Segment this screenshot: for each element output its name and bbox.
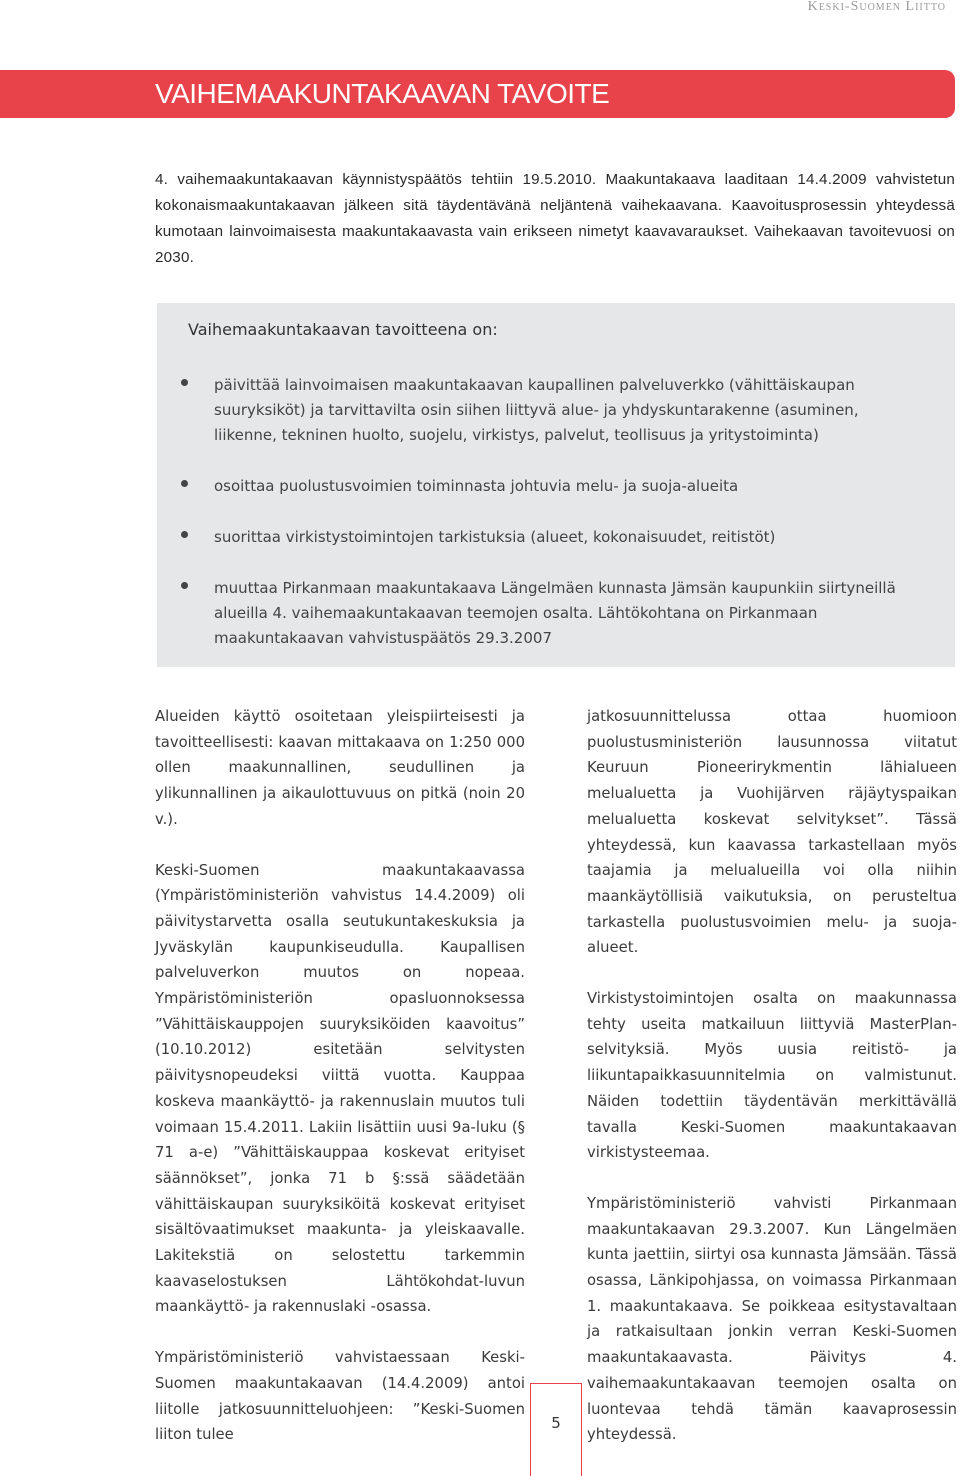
goal-item xyxy=(214,525,904,550)
right-column xyxy=(587,704,957,1473)
organization-name: Keski-Suomen Liitto xyxy=(807,0,946,14)
goal-item xyxy=(214,373,904,448)
body-paragraph: Alueiden käyttö osoitetaan yleispiirteisesti ja tavoitteellisesti: kaavan mittakaava on 1:250 000 ollen maakunnallinen, seudullinen ja ylikunnallinen ja aikaulottuvuus on pitkä (noin 20 v.). xyxy=(155,708,525,828)
goal-item xyxy=(214,474,904,499)
page-title: VAIHEMAAKUNTAKAAVAN TAVOITE xyxy=(155,78,610,109)
body-paragraph: Keski-Suomen maakuntakaavassa (Ympäristöministeriön vahvistus 14.4.2009) oli päivitystarvetta osalla seutukuntakeskuksia ja Jyväskylän kaupunkiseudulla. Kaupallisen palveluverkon muutos on nopeaa. Ympäristöministeriön opasluonnoksessa ”Vähittäiskauppojen suuryksiköiden kaavoitus” (10.10.2012) esitetään selvitysten päivitysnopeudeksi viittä vuotta. Kauppaa koskeva maankäyttö- ja rakennuslain muutos tuli voimaan 15.4.2011. Lakiin lisättiin uusi 9a-luku (§ 71 a-e) ”Vähittäiskauppaa koskevat erityiset säännökset”, jonka 71 b §:ssä säädetään vähittäiskaupan suuryksiköitä koskevat erityiset sisältövaatimukset maakunta- ja yleiskaavalle. Lakitekstiä on selostettu tarkemmin kaavaselostuksen Lähtökohdat-luvun maankäyttö- ja rakennuslaki -osassa. xyxy=(155,861,525,1316)
body-paragraph: Virkistystoimintojen osalta on maakunnassa tehty useita matkailuun liittyviä MasterPlan-selvityksiä. Myös uusia reitistö- ja liikuntapaikkasuunnitelmia on valmistunut. Näiden todettiin täydentävän merkittävällä tavalla Keski-Suomen maakuntakaavan virkistysteemaa. xyxy=(587,990,957,1162)
goals-title: Vaihemaakuntakaavan tavoitteena on: xyxy=(188,320,498,339)
body-paragraph: Ympäristöministeriö vahvistaessaan Keski-Suomen maakuntakaavan (14.4.2009) antoi liitolle jatkosuunnitteluohjeen: ”Keski-Suomen liiton tulee xyxy=(155,1349,525,1444)
body-paragraph: jatkosuunnittelussa ottaa huomioon puolustusministeriön lausunnossa viitatut Keuruun Pioneerirykmentin lähialueen melualuetta ja Vuohijärven räjäytyspaikan melualuetta koskevat selvitykset”. Tässä yhteydessä, kun kaavassa tarkastellaan myös taajamia ja melualueilla voi olla niihin maankäytöllisiä vaikutuksia, on perusteltua tarkastella puolustusvoimien melu- ja suoja-alueet. xyxy=(587,708,957,957)
page-number: 5 xyxy=(551,1414,561,1432)
goal-item-text: suorittaa virkistystoimintojen tarkistuksia (alueet, kokonaisuudet, reitistöt) xyxy=(214,528,776,546)
intro-paragraph: 4. vaihemaakuntakaavan käynnistyspäätös tehtiin 19.5.2010. Maakuntakaava laaditaan 14.4.2009 vahvistetun kokonaismaakuntakaavan jälkeen sitä täydentävänä neljäntenä vaihekaavana. Kaavoitusprosessin yhteydessä kumotaan lainvoimaisesta maakuntakaavasta vain erikseen nimetyt kaavavaraukset. Vaihekaavan tavoitevuosi on 2030. xyxy=(155,171,955,266)
goal-item xyxy=(214,576,904,651)
title-banner xyxy=(0,70,955,118)
bullet-icon xyxy=(181,531,188,538)
goal-item-text: osoittaa puolustusvoimien toiminnasta johtuvia melu- ja suoja-alueita xyxy=(214,477,739,495)
bullet-icon xyxy=(181,379,188,386)
page-number-tab xyxy=(530,1383,582,1476)
bullet-icon xyxy=(181,582,188,589)
goal-item-text: muuttaa Pirkanmaan maakuntakaava Längelmäen kunnasta Jämsän kaupunkiin siirtyneillä alueilla 4. vaihemaakuntakaavan teemojen osalta. Lähtökohtana on Pirkanmaan maakuntakaavan vahvistuspäätös 29.3.2007 xyxy=(214,579,896,647)
goals-box xyxy=(157,303,955,667)
goal-item-text: päivittää lainvoimaisen maakuntakaavan kaupallinen palveluverkko (vähittäiskaupan suuryksiköt) ja tarvittavilta osin siihen liittyvä alue- ja yhdyskuntarakenne (asuminen, liikenne, tekninen huolto, suojelu, virkistys, palvelut, teollisuus ja yritystoiminta) xyxy=(214,376,859,444)
body-paragraph: Ympäristöministeriö vahvisti Pirkanmaan maakuntakaavan 29.3.2007. Kun Längelmäen kunta jaettiin, siirtyi osa kunnasta Jämsään. Tässä osassa, Länkipohjassa, on voimassa Pirkanmaan 1. maakuntakaava. Se poikkeaa esitystavaltaan ja ratkaisultaan jonkin verran Keski-Suomen maakuntakaavasta. Päivitys 4. vaihemaakuntakaavan teemojen osalta on luontevaa tehdä tämän kaavaprosessin yhteydessä. xyxy=(587,1194,957,1444)
left-column xyxy=(155,704,525,1473)
bullet-icon xyxy=(181,480,188,487)
